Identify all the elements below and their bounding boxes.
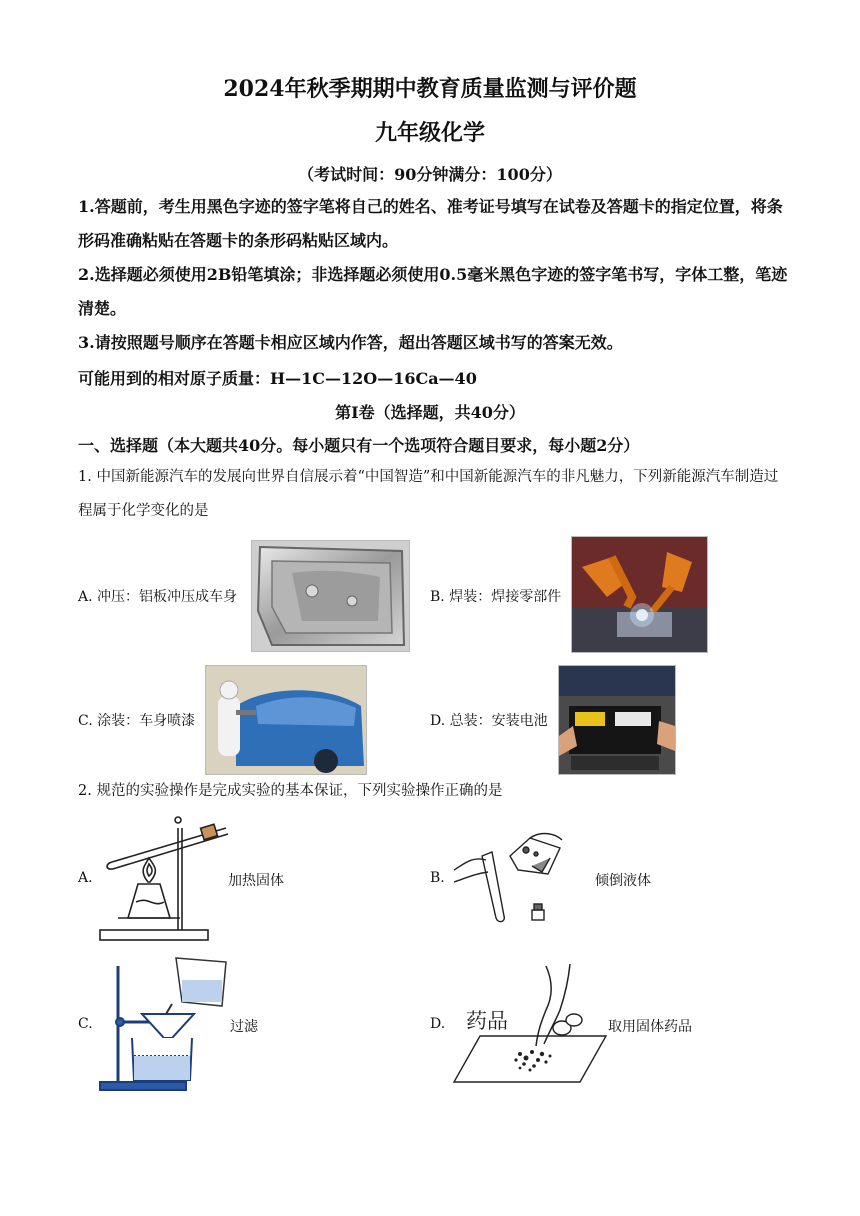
q2-option-a-figure [98,810,230,945]
exam-subtitle: 九年级化学 [374,120,485,146]
instruction-2: 2.选择题必须使用2B铅笔填涂；非选择题必须使用0.5毫米黑色字迹的签字笔书写，字体工整，笔迹清楚。 [78,265,788,318]
q1-option-a: A. 冲压：铝板冲压成车身 [78,589,238,605]
q1-option-d: D. 总装：安装电池 [430,713,548,729]
section-title: 一、选择题（本大题共40分。每小题只有一个选项符合题目要求，每小题2分） [78,436,640,455]
q2-option-a-letter: A. [78,870,93,886]
q1-option-c: C. 涂装：车身喷漆 [78,713,196,729]
q2-option-c-letter: C. [78,1016,93,1032]
q2-option-b-figure [452,826,572,926]
q2-option-c-label: 过滤 [230,1019,258,1035]
instruction-1: 1.答题前，考生用黑色字迹的签字笔将自己的姓名、准考证号填写在试卷及答题卡的指定位置，将条形码准确粘贴在答题卡的条形码粘贴区域内。 [78,197,783,250]
q1-option-d-image [558,665,676,775]
q1-option-b: B. 焊装：焊接零部件 [430,589,562,605]
drug-label-text: 药品 [466,1009,508,1033]
q2-option-b-label: 倾倒液体 [595,873,651,889]
q2-option-c-figure [98,950,234,1095]
q1-option-a-image [251,540,410,652]
q1-option-c-image [205,665,367,775]
exam-info: （考试时间：90分钟满分：100分） [298,165,562,184]
q2-option-d-label: 取用固体药品 [608,1019,692,1035]
atomic-masses: 可能用到的相对原子质量：H—1C—12O—16Ca—40 [78,369,477,388]
volume-title: 第Ⅰ卷（选择题，共40分） [335,403,525,422]
q2-option-a-label: 加热固体 [228,873,284,889]
exam-title: 2024年秋季期期中教育质量监测与评价题 [223,76,637,102]
instruction-3: 3.请按照题号顺序在答题卡相应区域内作答，超出答题区域书写的答案无效。 [78,333,623,352]
q2-option-b-letter: B. [430,870,445,886]
question-2-stem: 2. 规范的实验操作是完成实验的基本保证，下列实验操作正确的是 [78,783,503,799]
question-1-stem: 1. 中国新能源汽车的发展向世界自信展示着“中国智造”和中国新能源汽车的非凡魅力，下列新能源汽车制造过程属于化学变化的是 [78,469,779,519]
q2-option-d-letter: D. [430,1016,446,1032]
q2-option-d-figure [450,958,610,1086]
q1-option-b-image [571,536,708,653]
